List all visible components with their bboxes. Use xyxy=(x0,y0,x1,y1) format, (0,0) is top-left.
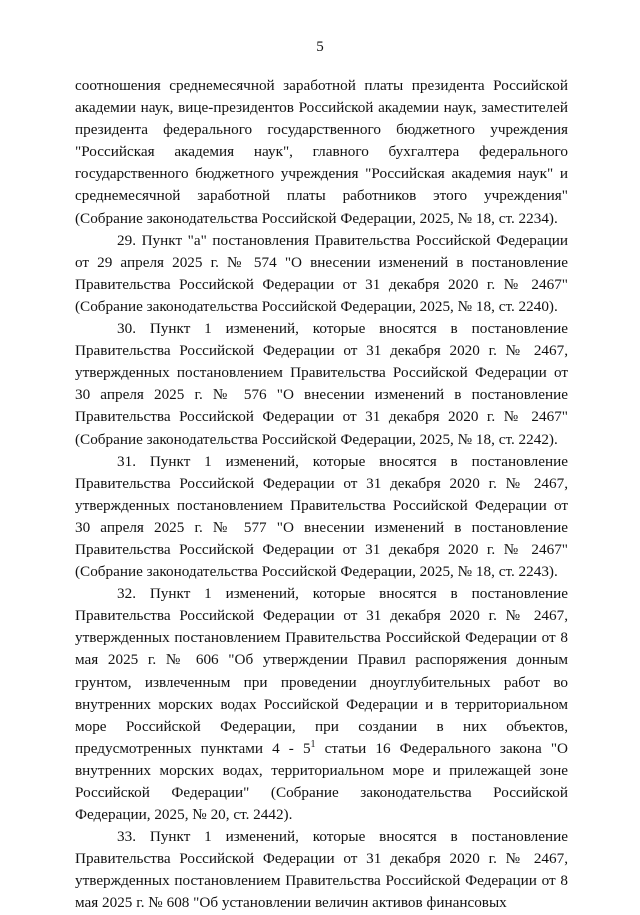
paragraph-30: 30. Пункт 1 изменений, которые вносятся в постановление Правительства Российской Федерации от 31 декабря 2020 г. № 2467, утвержденных постановлением Правительства Российской Федерации от 30 апреля 2025 г. № 576 "О внесении изменений в постановление Правительства Российской Федерации от 31 декабря 2020 г. № 2467" (Собрание законодательства Российской Федерации, 2025, № 18, ст. 2242). xyxy=(75,320,568,448)
paragraph-28-continued: соотношения среднемесячной заработной платы президента Российской академии наук, вице-президентов Российской академии наук, заместителей президента федерального государственного бюджетного учреждения "Российская академия наук", главного бухгалтера федерального государственного бюджетного учреждения "Российская академия наук" и среднемесячной заработной платы работников этого учреждения" (Собрание законодательства Российской Федерации, 2025, № 18, ст. 2234). xyxy=(75,77,568,227)
paragraph-32-text-end: статьи 16 Федерального закона "О внутренних морских водах, территориальном море и прилежащей зоне Российской Федерации" (Собрание законодательства Российской Федерации, 2025, № 20, ст. 2442). xyxy=(75,739,568,824)
superscript-one: 1 xyxy=(310,738,316,750)
paragraph-29: 29. Пункт "а" постановления Правительства Российской Федерации от 29 апреля 2025 г. № 574 "О внесении изменений в постановление Правительства Российской Федерации от 31 декабря 2020 г. № 2467" (Собрание законодательства Российской Федерации, 2025, № 18, ст. 2240). xyxy=(75,231,568,315)
paragraph-32-text-start: 32. Пункт 1 изменений, которые вносятся в постановление Правительства Российской Федерации от 31 декабря 2020 г. № 2467, утвержденных постановлением Правительства Российской Федерации от 8 мая 2025 г. № 606 "Об утверждении Правил распоряжения донным грунтом, извлеченным при проведении дноуглубительных работ во внутренних морских водах Российской Федерации и в территориальном море Российской Федерации, при создании в них объектов, предусмотренных пунктами 4 - 5 xyxy=(75,585,568,757)
document-body xyxy=(75,75,568,915)
paragraph-31: 31. Пункт 1 изменений, которые вносятся в постановление Правительства Российской Федерации от 31 декабря 2020 г. № 2467, утвержденных постановлением Правительства Российской Федерации от 30 апреля 2025 г. № 577 "О внесении изменений в постановление Правительства Российской Федерации от 31 декабря 2020 г. № 2467" (Собрание законодательства Российской Федерации, 2025, № 18, ст. 2243). xyxy=(75,452,568,581)
page-number: 5 xyxy=(316,39,324,55)
paragraph-32 xyxy=(75,583,568,826)
paragraph-33: 33. Пункт 1 изменений, которые вносятся в постановление Правительства Российской Федерации от 31 декабря 2020 г. № 2467, утвержденных постановлением Правительства Российской Федерации от 8 мая 2025 г. № 608 "Об установлении величин активов финансовых xyxy=(75,828,568,912)
